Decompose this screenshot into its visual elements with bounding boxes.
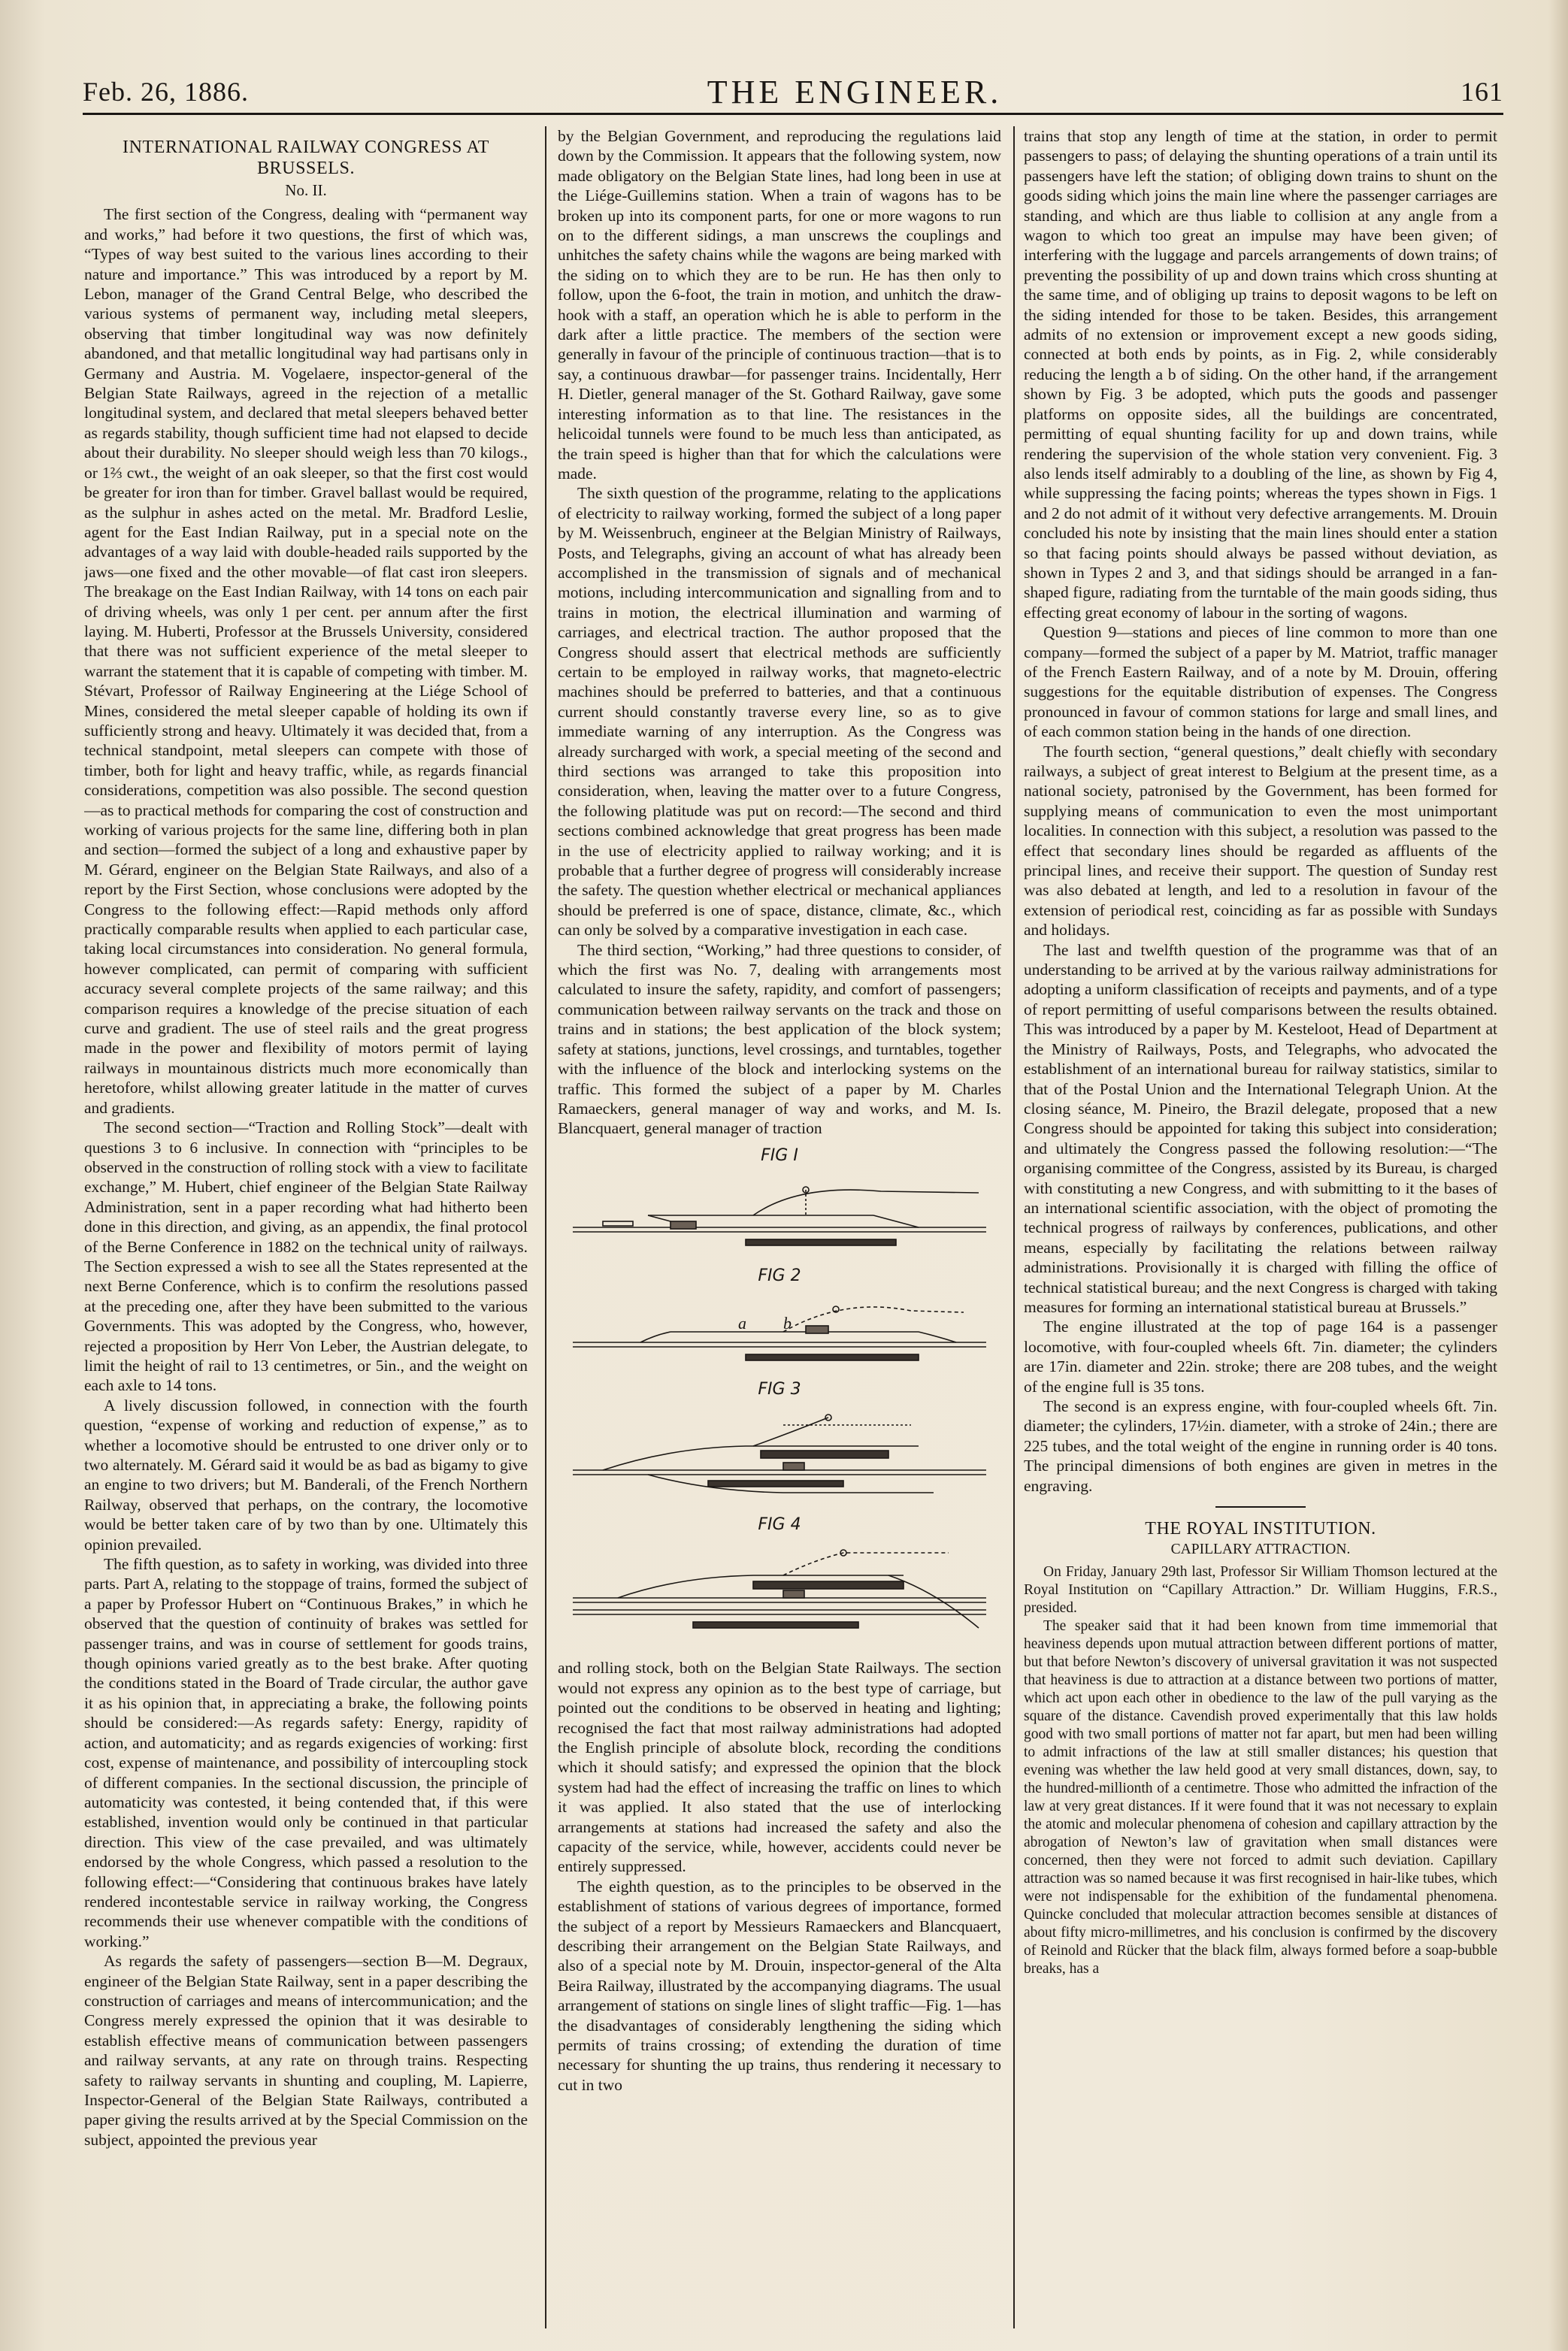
paragraph: The engine illustrated at the top of page 164 is a passenger locomotive, with four-coupled wheels 6ft. 7in. diameter; the cylinders are 17in. diameter and 22in. stroke; there are 208 tubes, and the weight of the engine full is 35 tons. [1024,1318,1497,1396]
article-2-title: THE ROYAL INSTITUTION. [1145,1519,1376,1539]
figure-2-label-a: a [738,1313,746,1333]
article-2-subtitle: CAPILLARY ATTRACTION. [1170,1542,1351,1558]
paragraph: trains that stop any length of time at the station, in order to permit passengers to pass; of delaying the shunting operations of a train until its passengers have left the station; of obliging down trains to shunt on the goods siding which joins the main line where the passenger carriages are standing, and which are thus liable to collision at any angle from a wagon to which too great an impulse may have been given; of interfering with the luggage and parcels arrangements of down trains; of preventing the possibility of up and down trains which cross shunting at the same time, and of obliging up trains to deposit wagons to be left on the siding intended for those to be taken. Besides, this arrangement admits of no extension or improvement except a new goods siding, connected at both ends by points, as in Fig. 2, while considerably reducing the length a b of siding. On the other hand, if the arrangement shown by Fig. 3 be adopted, which puts the goods and passenger platforms on opposite sides, all the buildings are concentrated, permitting of equal shunting facility for up and down trains, while rendering the supervision of the whole station very convenient. Fig. 3 also lends itself admirably to a doubling of the line, as shown by Fig 4, while suppressing the facing points; whereas the types shown in Figs. 1 and 2 do not admit of it without very defective arrangements. M. Drouin concluded his note by insisting that the main lines should enter a station so that facing points should always be passed without deviation, as shown in Types 2 and 3, and that sidings should be arranged in a fan-shaped figure, radiating from the turntable of the main goods siding, thus effecting great economy of labour in the sorting of wagons. [1024,127,1497,622]
column-3 [1024,126,1497,2328]
figure-2 [558,1266,1001,1372]
header-page-number: 161 [1461,77,1503,107]
figure-3-diagram [558,1402,1001,1508]
paragraph: The sixth question of the programme, relating to the applications of electricity to railway working, formed the subject of a long paper by M. Weissenbruch, engineer at the Belgian Ministry of Railways, Posts, and Telegraphs, giving an account of what has already been accomplished in the transmission of signals and of mechanical motions, including intercommunication and signalling from and to trains in motion, the electrical illumination and warming of carriages, and electrical traction. The author proposed that the Congress should assert that electrical methods are sufficiently certain to be employed in railway works, that magneto-electric machines should be preferred to batteries, and that a continuous current should constantly traverse every line, so as to give immediate warning of any interruption. As the Congress was already surcharged with work, a special meeting of the second and third sections was arranged to take this proposition into consideration, when, leaving the matter over to a future Congress, the following platitude was put on record:—The second and third sections combined acknowledge that great progress has been made in the use of electricity applied to railway working; and it is probable that a further degree of progress will considerably increase the safety. The question whether electrical or mechanical appliances should be preferred is one of space, distance, climate, &c., which can only be solved by a comparative investigation in each case. [558,484,1001,939]
paragraph: The second section—“Traction and Rolling Stock”—dealt with questions 3 to 6 inclusive. In connection with “principles to be observed in the construction of rolling stock with a view to facilitate exchange,” M. Hubert, chief engineer of the Belgian State Railway Administration, sent in a paper recording what had hitherto been done in this direction, and giving, as an appendix, the final protocol of the Berne Conference in 1882 on the technical unity of railways. The Section expressed a wish to see all the States represented at the next Berne Conference, which is to confirm the resolutions passed at the preceding one, after they have been submitted to the various Governments. This was adopted by the Congress, who, however, rejected a proposition by Herr Von Leber, the Austrian delegate, to limit the height of rail to 13 centimetres, or 5in., and the weight on each axle to 14 tons. [84,1118,528,1395]
column-rule-2 [1013,126,1015,2328]
header-date: Feb. 26, 1886. [83,77,249,107]
paragraph: The fourth section, “general questions,” dealt chiefly with secondary railways, a subject of great interest to Belgium at the present time, as a national society, patronised by the Government, has been formed for supplying means of communication to even the most unimportant localities. In connection with this subject, a resolution was passed to the effect that secondary lines should be regarded as affluents of the principal lines, and receive their support. The question of Sunday rest was also debated at length, and led to a resolution in favour of the extension of periodical rest, coinciding as far as possible with Sundays and holidays. [1024,742,1497,939]
paragraph: The eighth question, as to the principles to be observed in the establishment of stations of various degrees of importance, formed the subject of a report by Messieurs Ramaeckers and Blancquaert, describing their arrangement on the Belgian State Railways, and also of a special note by M. Drouin, inspector-general of the Alta Beira Railway, illustrated by the accompanying diagrams. The usual arrangement of stations on single lines of slight traffic—Fig. 1—has the disadvantages of considerably lengthening the siding which permits of trains crossing; of extending the duration of time necessary for shunting the up trains, thus rendering it necessary to cut in two [558,1877,1001,2094]
figure-2-label-b: b [783,1313,792,1333]
header-rule [83,113,1503,115]
section-divider [1215,1506,1306,1508]
figure-3 [558,1380,1001,1508]
paragraph: On Friday, January 29th last, Professor Sir William Thomson lectured at the Royal Institution on “Capillary Attraction.” Dr. William Huggins, F.R.S., presided. [1024,1564,1497,1617]
figure-1 [558,1146,1001,1259]
page-header [83,74,1503,110]
paragraph: As regards the safety of passengers—section B—M. Degraux, engineer of the Belgian State Railway, sent in a paper describing the construction of carriages and means of intercommunication; and the Congress merely expressed the opinion that it was desirable to establish effective means of communication between passengers and railway servants, at any rate on through trains. Respecting safety to railway servants in shunting and coupling, M. Lapierre, Inspector-General of the Belgian State Railways, contributed a paper giving the results arrived at by the Special Commission on the subject, appointed the previous year [84,1952,528,2149]
figure-4-diagram [558,1538,1001,1651]
paragraph: and rolling stock, both on the Belgian State Railways. The section would not express any opinion as to the best type of carriage, but pointed out the conditions to be observed in heating and lighting; recognised the fact that most railway administrations had adopted the English principle of absolute block, recording the conditions which it should satisfy; and expressed the opinion that the block system had had the effect of increasing the traffic on lines to which it was applied. It also stated that the use of interlocking arrangements at stations had increased the safety and also the capacity of the service, while, however, accidents could never be entirely suppressed. [558,1659,1001,1876]
figure-2-diagram [558,1290,1001,1372]
column-rule-1 [545,126,546,2328]
paragraph: The last and twelfth question of the programme was that of an understanding to be arrived at by the various railway administrations for adopting a uniform classification of receipts and payments, and of a type of report permitting of useful comparisons between the results obtained. This was introduced by a paper by M. Kesteloot, Head of Department at the Ministry of Railways, Posts, and Telegraphs, who advocated the establishment of an international bureau for railway statistics, similar to that of the Postal Union and the International Telegraph Union. At the closing séance, M. Pineiro, the Brazil delegate, proposed that a new Congress should be appointed for taking this subject into consideration; and ultimately the Congress passed the following resolution:—“The organising committee of the Congress, assisted by its Bureau, is charged with constituting a new Congress, and with submitting to it the bases of an international scientific association, with the object of promoting the technical progress of railways by conferences, publications, and other means, especially by facilitating the relations between railway administrations. Provisionally it is charged with filling the office of technical statistical bureau; and the next Congress is charged with taking measures for forming an international statistical bureau at Brussels.” [1024,940,1497,1316]
paragraph: by the Belgian Government, and reproducing the regulations laid down by the Commission. It appears that the following system, now made obligatory on the Belgian State lines, had long been in use at the Liége-Guillemins station. When a train of wagons has to be broken up into its component parts, for one or more wagons to run on to the different sidings, a man unscrews the couplings and unhitches the safety chains while the wagons are being marked with the siding on to which they are to be run. He has then only to follow, upon the 6-foot, the train in motion, and unhitch the draw-hook with a staff, an operation which he is able to perform in the dark after a little practice. The members of the section were generally in favour of the principle of continuous traction—that is to say, a continuous drawbar—for passenger trains. Incidentally, Herr H. Dietler, general manager of the St. Gothard Railway, gave some interesting information as to that line. The resistances in the helicoidal tunnels were found to be much less than anticipated, as the train speed is higher than that for which the calculations were made. [558,127,1001,483]
paragraph: The fifth question, as to safety in working, was divided into three parts. Part A, relating to the stoppage of trains, formed the subject of a paper by Professor Hubert on “Continuous Brakes,” in which he observed that the question of continuity of brakes was settled for passenger trains, and was in course of settlement for goods trains, though opinions varied greatly as to the best brake. After quoting the conditions stated in the Board of Trade circular, the author gave it as his opinion that, in appreciating a brake, the following points should be considered:—As regards safety: Energy, rapidity of action, and automaticity; and as regards exigencies of working: first cost, expense of maintenance, and possibility of intercoupling stock of different companies. In the sectional discussion, the principle of automaticity was contested, it being contended that, if this were established, invention would only be continued in that particular direction. This view of the case prevailed, and was ultimately endorsed by the whole Congress, which passed a resolution to the following effect:—“Considering that continuous brakes have lately rendered incontestable service in railway working, the Congress recommends their use whenever compatible with the conditions of working.” [84,1555,528,1950]
paragraph: The first section of the Congress, dealing with “permanent way and works,” had before it two questions, the first of which was, “Types of way best suited to the various lines according to their nature and importance.” This was introduced by a report by M. Lebon, manager of the Grand Central Belge, who described the various systems of permanent way, including metal sleepers, observing that timber longitudinal way was now definitely abandoned, and that metallic longitudinal way had partisans only in Germany and Austria. M. Vogelaere, inspector-general of the Belgian State Railways, agreed in the rejection of a metallic longitudinal system, and declared that metal sleepers behaved better as regards stability, though sufficient time had not elapsed to decide about their durability. No sleeper should weigh less than 70 kilogs., or 1⅔ cwt., the weight of an oak sleeper, so that the first cost would be greater for iron than for timber. Gravel ballast would be required, as the sulphur in ashes acted on the metal. Mr. Bradford Leslie, agent for the East Indian Railway, put in a special note on the advantages of a way laid with double-headed rails supported by the jaws—one fixed and the other movable—of flat cast iron sleepers. The breakage on the East Indian Railway, with 14 tons on each pair of driving wheels, was only 1 per cent. per annum after the first laying. M. Huberti, Professor at the Brussels University, considered that there was not sufficient experience of the metal sleeper to warrant the statement that it is capable of competing with timber. M. Stévart, Professor of Railway Engineering at the Liége School of Mines, considered the metal sleeper capable of holding its own if sufficiently strong and heavy. Ultimately it was decided that, from a technical standpoint, metal sleepers can compete with those of timber, both for light and heavy traffic, while, as regards financial considerations, competition was also possible. The second question—as to practical methods for comparing the cost of construction and working of various projects for the same line, differing both in plan and section—formed the subject of a long and exhaustive paper by M. Gérard, engineer on the Belgian State Railways, and also of a report by the First Section, whose conclusions were adopted by the Congress to the following effect:—Rapid methods only afford practically comparable results when applied to each particular case, taking local circumstances into consideration. No general formula, however complicated, can permit of comparing with sufficient accuracy several complete projects of the same railway; and this comparison requires a knowledge of the precise situation of each curve and gradient. The use of steel rails and the great progress made in the power and flexibility of motors permit of laying railways in mountainous districts much more economically than heretofore, whilst allowing greater latitude in the matter of curves and gradients. [84,205,528,1117]
article-number: No. II. [285,181,327,199]
paragraph: The third section, “Working,” had three questions to consider, of which the first was No. 7, dealing with arrangements most calculated to insure the safety, rapidity, and comfort of passengers; communication between railway servants on the track and those on trains and in stations; the best application of the block system; safety at stations, junctions, level crossings, and turntables, together with the influence of the block and interlocking systems on the traffic. This formed the subject of a paper by M. Charles Ramaeckers, general manager of way and works, and M. Is. Blancquaert, general manager of traction [558,940,1001,1138]
paragraph: Question 9—stations and pieces of line common to more than one company—formed the subject of a paper by M. Matriot, traffic manager of the French Eastern Railway, and of a note by M. Drouin, offering suggestions for the equitable distribution of expenses. The Congress pronounced in favour of common stations for large and small lines, and of each common station being in the hands of one direction. [1024,623,1497,741]
article-title: INTERNATIONAL RAILWAY CONGRESS AT BRUSSELS. [122,138,490,178]
header-title: THE ENGINEER. [707,73,1003,110]
paragraph: The speaker said that it had been known from time immemorial that heaviness depends upon mutual attraction between different portions of matter, but that before Newton’s discovery of universal gravitation it was not suspected that heaviness is due to attraction at a distance between two portions of matter, which act upon each other in obedience to the law of the pull varying as the square of the distance. Cavendish proved experimentally that this law holds good with two small portions of matter not far apart, but men had been willing to admit infractions of the law at still smaller distances; his question that evening was whether the law held good at very small distances, down, say, to the hundred-millionth of a centimetre. Those who admitted the infraction of the law at very great distances. If it were found that it was not necessary to explain the atomic and molecular phenomena of cohesion and capillary attraction by the abrogation of Newton’s law of gravitation when small distances were concerned, then they were not forced to admit such deviation. Capillary attraction was so named because it was first recognised in hair-like tubes, which were not indispensable for the exhibition of the fundamental phenomena. Quincke concluded that molecular attraction becomes sensible at distances of about fifty micro-millimetres, and his conclusion is confirmed by the discovery of Reinold and Rücker that the black film, always formed before a soap-bubble breaks, has a [1024,1618,1497,1977]
column-2 [558,126,1001,2328]
paragraph: The second is an express engine, with four-coupled wheels 6ft. 7in. diameter; the cylinders, 17½in. diameter, with a stroke of 24in.; there are 225 tubes, and the total weight of the engine in running order is 40 tons. The principal dimensions of both engines are given in metres in the engraving. [1024,1397,1497,1495]
figure-4 [558,1515,1001,1651]
figure-1-diagram [558,1169,1001,1259]
column-1 [84,126,528,2328]
figure-3-label: FIG 3 [758,1379,801,1399]
paragraph: A lively discussion followed, in connection with the fourth question, “expense of working and reduction of expense,” as to whether a locomotive should be entrusted to one driver only or to two alternately. M. Gérard said it would be as bad as bigamy to give an engine to two drivers; but M. Banderali, of the French Northern Railway, observed that perhaps, on the contrary, the locomotive would be better taken care of by two than by one. Ultimately this opinion prevailed. [84,1396,528,1554]
figure-1-label: FIG I [761,1145,798,1165]
figure-2-label: FIG 2 [758,1266,801,1286]
figure-4-label: FIG 4 [758,1514,801,1534]
